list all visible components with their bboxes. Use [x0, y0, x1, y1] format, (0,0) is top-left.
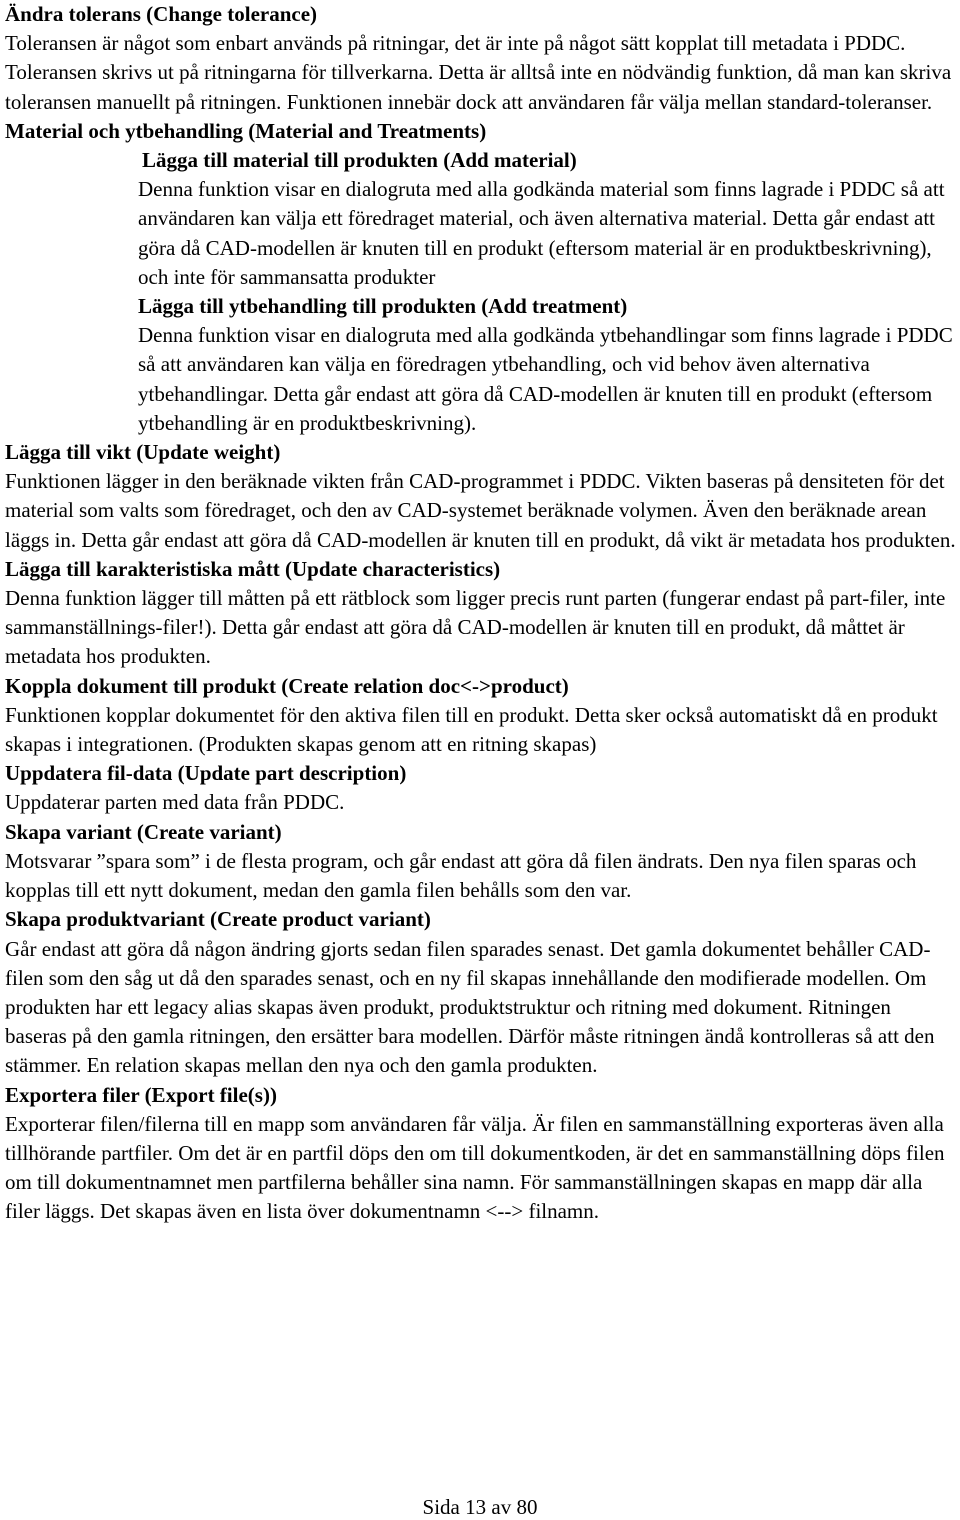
section-paragraph: Motsvarar ”spara som” i de flesta program, och går endast att göra då filen ändrats. Den nya filen sparas och kopplas till ett nytt dokument, medan den gamla filen behålls som den var.	[5, 848, 917, 903]
document-page	[5, 0, 957, 1227]
section-create-product-variant	[5, 905, 957, 1080]
section-heading: Material och ytbehandling (Material and Treatments)	[5, 118, 487, 143]
section-heading: Koppla dokument till produkt (Create relation doc<->product)	[5, 673, 569, 698]
section-heading: Uppdatera fil-data (Update part description)	[5, 761, 407, 786]
section-paragraph: Går endast att göra då någon ändring gjorts sedan filen sparades senast. Det gamla dokumentet behåller CAD-filen som den såg ut då den sparades senast, och en ny fil skapas innehållande den modifierade modellen. Om produkten har ett legacy alias skapas även produkt, produktstruktur och ritning med dokument. Ritningen baseras på den gamla ritningen, den ersätter bara modellen. Därför måste ritningen ändå kontrolleras så att den stämmer. En relation skapas mellan den nya och den gamla produkten.	[5, 936, 935, 1078]
section-export-files	[5, 1081, 957, 1227]
section-paragraph: Toleransen är något som enbart används på ritningar, det är inte på något sätt kopplat till metadata i PDDC. Toleransen skrivs ut på ritningarna för tillverkarna. Detta är alltså inte en nödvändig funktion, då man kan skriva toleransen manuellt på ritningen. Funktionen innebär dock att användaren får välja mellan standard-toleranser.	[5, 31, 952, 114]
section-update-part-description	[5, 759, 957, 817]
section-paragraph: Funktionen lägger in den beräknade vikten från CAD-programmet i PDDC. Vikten baseras på densiteten för det material som valts som föredraget, och den av CAD-systemet beräknade volymen. Även den beräknade arean läggs in. Detta går endast att göra då CAD-modellen är knuten till en produkt, då vikt är metadata hos produkten.	[5, 469, 956, 552]
section-heading: Skapa variant (Create variant)	[5, 819, 282, 844]
section-heading: Ändra tolerans (Change tolerance)	[5, 2, 318, 26]
section-create-variant	[5, 818, 957, 906]
section-material-treatments	[5, 117, 957, 438]
section-heading: Lägga till vikt (Update weight)	[5, 440, 281, 465]
page-number: Sida 13 av 80	[422, 1495, 538, 1519]
subsection-paragraph: Denna funktion visar en dialogruta med alla godkända ytbehandlingar som finns lagrade i PDDC så att användaren kan välja en föredragen ytbehandling, och vid behov även alternativa ytbehandlingar. Detta går endast att göra då CAD-modellen är knuten till en produkt (eftersom ytbehandling är en produktbeskrivning).	[138, 323, 953, 435]
section-paragraph: Exporterar filen/filerna till en mapp som användaren får välja. Är filen en sammanställning exporteras även alla tillhörande partfiler. Om det är en partfil döps den om till dokumentkoden, är det en sammanställning döps filen om till dokumentnamnet men partfilerna behåller sina namn. För sammanställningen skapas en mapp där alla filer läggs. Det skapas även en lista över dokumentnamn <--> filnamn.	[5, 1111, 945, 1224]
subsection-heading: Lägga till material till produkten (Add material)	[142, 148, 577, 173]
section-heading: Exportera filer (Export file(s))	[5, 1082, 277, 1107]
section-paragraph: Uppdaterar parten med data från PDDC.	[5, 790, 345, 815]
section-heading: Skapa produktvariant (Create product variant)	[5, 907, 431, 932]
section-create-relation	[5, 672, 957, 760]
section-paragraph: Funktionen kopplar dokumentet för den aktiva filen till en produkt. Detta sker också automatiskt då en produkt skapas i integrationen. (Produkten skapas genom att en ritning skapas)	[5, 702, 938, 757]
subsection-heading: Lägga till ytbehandling till produkten (Add treatment)	[138, 294, 628, 319]
section-paragraph: Denna funktion lägger till måtten på ett rätblock som ligger precis runt parten (fungerar endast på part-filer, inte sammanställnings-filer!). Detta går endast att göra då CAD-modellen är knuten till en produkt, då måttet är metadata hos produkten.	[5, 586, 946, 669]
section-update-characteristics	[5, 555, 957, 672]
section-change-tolerance	[5, 0, 957, 117]
section-heading: Lägga till karakteristiska mått (Update characteristics)	[5, 556, 501, 581]
section-update-weight	[5, 438, 957, 555]
subsection-paragraph: Denna funktion visar en dialogruta med alla godkända material som finns lagrade i PDDC så att användaren kan välja ett föredraget material, och även alternativa material. Detta går endast att göra då CAD-modellen är knuten till en produkt (eftersom material är en produktbeskrivning), och inte för sammansatta produkter	[138, 177, 945, 289]
